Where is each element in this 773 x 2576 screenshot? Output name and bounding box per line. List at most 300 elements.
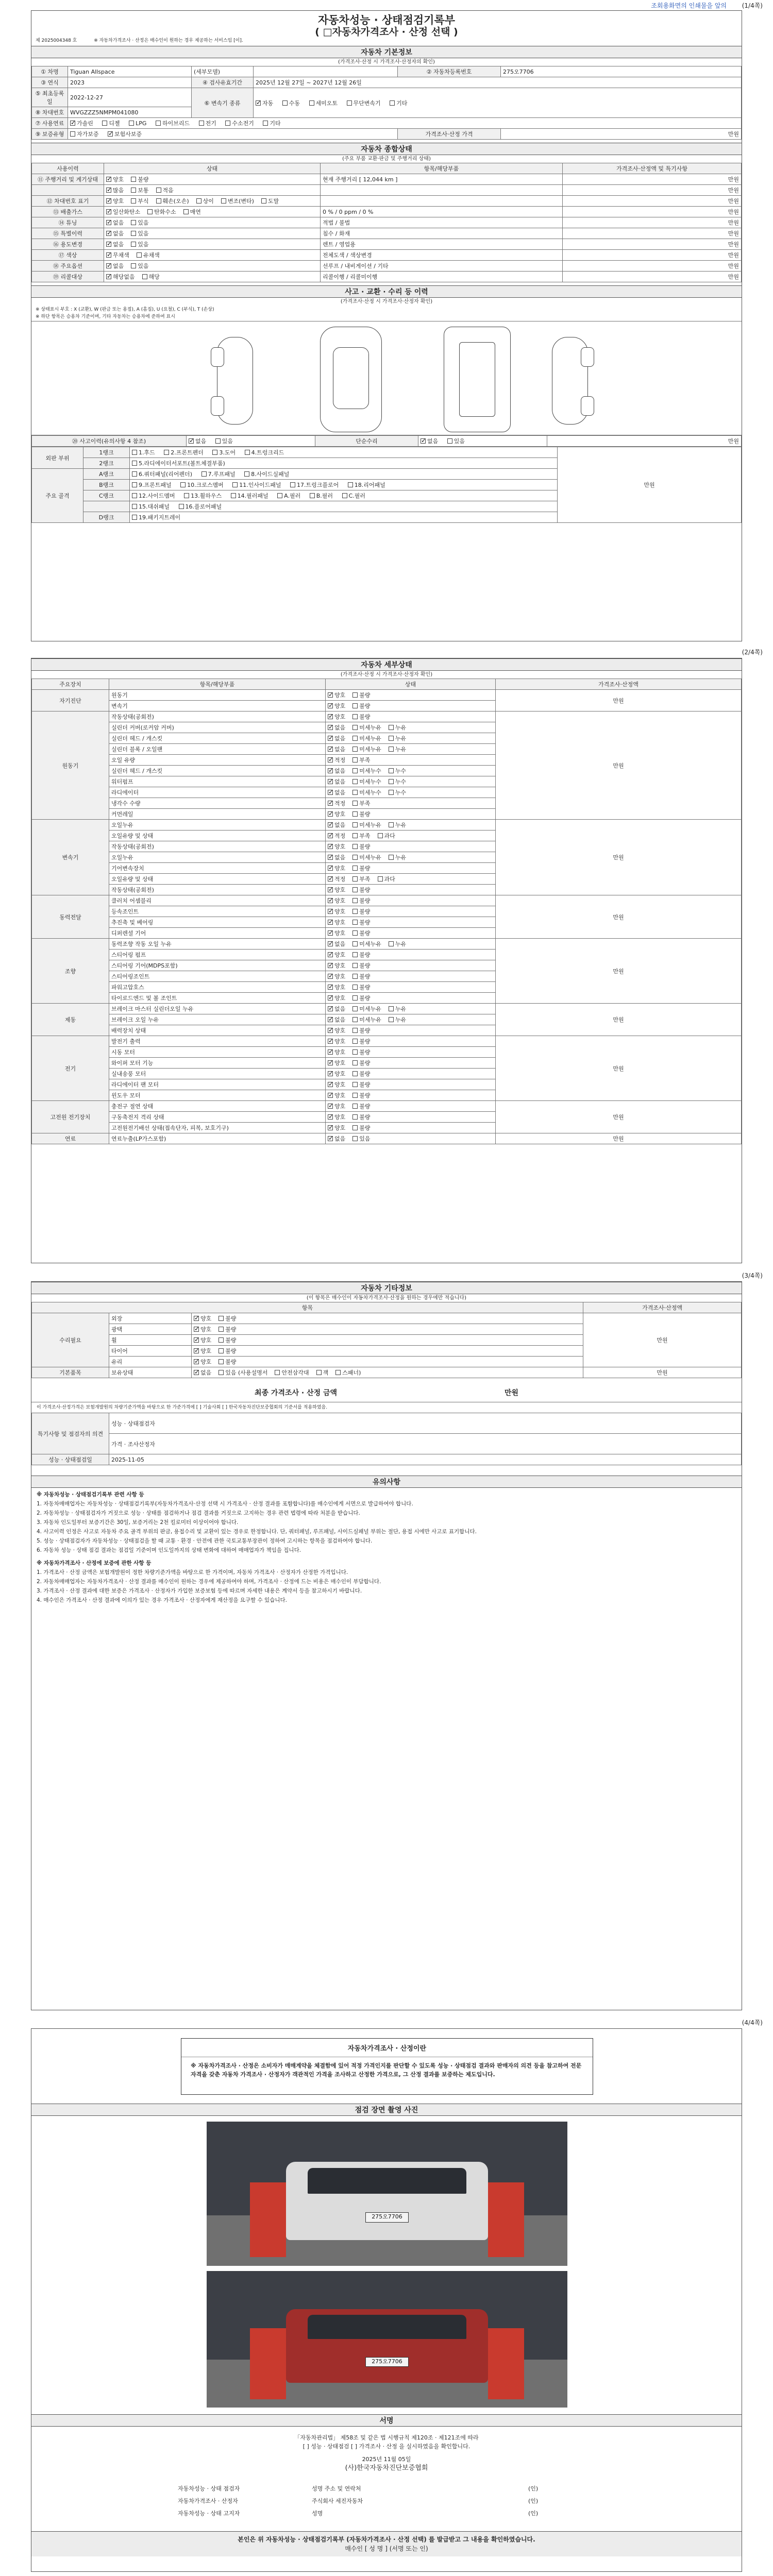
checkbox-icon	[221, 198, 226, 204]
general-row-label: ⑯ 용도변경	[32, 239, 104, 250]
general-row-note: 만원	[563, 272, 742, 282]
checkbox-icon	[352, 1060, 358, 1065]
checkbox-icon	[352, 790, 358, 795]
option-label: 불량	[359, 887, 371, 893]
detail-status	[326, 766, 496, 776]
general-row-label: ⑪ 주행거리 및 계기상태	[32, 174, 104, 185]
general-row-note: 만원	[563, 250, 742, 261]
checkbox-icon	[328, 1060, 333, 1065]
checkbox-icon	[196, 198, 201, 204]
final-title: 최종 가격조사 · 산정 금액	[255, 1389, 338, 1397]
checkbox-icon	[389, 736, 394, 741]
option-label: 불량	[225, 1359, 237, 1365]
rank-c: C랭크	[83, 490, 130, 501]
general-row-item	[321, 185, 563, 196]
detail-status	[326, 863, 496, 874]
other-group-name: 수리필요	[32, 1313, 109, 1367]
general-row-state	[104, 207, 321, 217]
detail-part: 오일누유	[109, 820, 326, 831]
general-row-note: 만원	[563, 174, 742, 185]
option-label: 불량	[359, 984, 371, 991]
option-label: 미세누유	[359, 1006, 381, 1012]
option-label: 없음	[334, 768, 346, 774]
checkbox-icon	[275, 1370, 280, 1375]
general-row-label: ⑬ 배출가스	[32, 207, 104, 217]
option-label: 불량	[359, 1114, 371, 1121]
checkbox-icon	[328, 855, 333, 860]
general-row-item: 침수 / 화재	[321, 228, 563, 239]
checkbox-icon	[328, 692, 333, 698]
option-label: 보통	[138, 187, 149, 194]
checkbox-icon	[389, 1017, 394, 1022]
option-label: 양호	[334, 1092, 346, 1099]
rank-d: D랭크	[83, 512, 130, 523]
outer-rank1-list: 1.후드 2.프론트펜더 3.도어 4.트렁크리드	[130, 447, 558, 458]
checkbox-icon	[194, 1327, 199, 1332]
page-2	[10, 647, 763, 1267]
general-row	[32, 174, 742, 185]
checkbox-icon	[421, 438, 426, 444]
sign-row-mid: 성명	[312, 2510, 323, 2517]
option-label: 양호	[334, 919, 346, 926]
checkbox-icon	[389, 822, 394, 827]
checkbox-icon	[328, 736, 333, 741]
option-label: 양호	[334, 962, 346, 969]
checkbox-icon	[328, 1104, 333, 1109]
page-number: (3/4쪽)	[742, 1272, 763, 1279]
option-label: 양호	[334, 692, 346, 699]
option-label: 불량	[359, 843, 371, 850]
general-row-state	[104, 261, 321, 272]
section-other-sub: (이 항목은 매수인이 자동차가격조사·산정을 원하는 경우에만 적습니다)	[306, 1295, 467, 1301]
option-label: 불량	[359, 1038, 371, 1045]
general-row	[32, 250, 742, 261]
checkbox-icon	[352, 1028, 358, 1033]
general-row	[32, 185, 742, 196]
option-label: 훼손(오손)	[162, 198, 189, 205]
other-price: 만원	[583, 1367, 742, 1378]
label-trans: ⑥ 변속기 종류	[192, 88, 254, 118]
section-accident: 사고 · 교환 · 수리 등 이력	[31, 285, 742, 298]
option-label: 양호	[334, 984, 346, 991]
detail-part: 오일 유량	[109, 755, 326, 766]
option-label: 없음	[113, 230, 124, 237]
other-status	[192, 1324, 583, 1335]
checkbox-icon	[352, 920, 358, 925]
option-label: 누유	[395, 735, 407, 742]
checkbox-icon	[219, 1359, 224, 1364]
detail-part: 오일유량 및 상태	[109, 831, 326, 841]
other-status	[192, 1357, 583, 1367]
checkbox-icon	[328, 985, 333, 990]
reg-number: 275오7706	[501, 66, 742, 77]
general-row-state	[104, 272, 321, 282]
final-unit: 만원	[504, 1389, 518, 1397]
checkbox-icon	[352, 985, 358, 990]
checkbox-icon	[328, 930, 333, 936]
label-year: ③ 연식	[32, 77, 68, 88]
detail-part: 실내송풍 모터	[109, 1069, 326, 1079]
notice-box	[181, 2038, 593, 2095]
detail-status	[326, 885, 496, 895]
caution-para: 5. 성능 · 상태점검자가 자동차성능 · 상태점검을 할 때 교통 · 환경 · 안전에 관한 국토교통부장관이 정하여 고시하는 항목을 점검하여야 합니다.	[37, 1538, 373, 1544]
other-part: 보유상태	[109, 1367, 192, 1378]
simple-repair-options: ✓ 없음 있음	[418, 436, 547, 447]
general-row-note: 만원	[563, 239, 742, 250]
plate-text: 275오7706	[365, 2357, 409, 2367]
option-label: 미세누유	[359, 746, 381, 753]
detail-price: 만원	[496, 939, 742, 1004]
sign-footer-2: 매수인 [ 성 명 ] (서명 또는 인)	[345, 2545, 428, 2552]
option-label: 불량	[359, 1049, 371, 1056]
option-label: 양호	[334, 930, 346, 937]
checkbox-icon	[352, 1093, 358, 1098]
option-label: 양호	[113, 198, 124, 205]
detail-part: 발전기 출력	[109, 1036, 326, 1047]
checkbox-icon	[328, 779, 333, 784]
caution-para: 4. 사고이력 인정은 사고로 자동차 주요 골격 부위의 판금, 용접수리 및 교환이 있는 경우로 한정합니다. 단, 쿼터패널, 루프패널, 사이드실패널 부위는 절단, 용접 시에만 사고로 표기합니다.	[37, 1529, 477, 1535]
checkbox-icon	[102, 121, 107, 126]
opinion-table	[31, 1413, 742, 1465]
option-label: 누유	[395, 724, 407, 731]
checkbox-icon	[335, 1370, 341, 1375]
option-label: 불량	[359, 973, 371, 980]
checkbox-icon	[328, 920, 333, 925]
notice-body: ※ 자동차가격조사 · 산정은 소비자가 매매계약을 체결함에 있어 적정 가격인지를 판단할 수 있도록 성능 · 상태점검 결과와 판매자의 의견 등을 참고하여 전문 자격을 갖춘 자동차 가격조사 · 산정자가 객관적인 가격을 조사하고 산정한 가격으로, 그 산정 결과를 보증하는 제도입니다.	[191, 2062, 582, 2078]
checkbox-icon	[219, 1348, 224, 1353]
option-label: 미세누유	[359, 735, 381, 742]
car-roof	[333, 347, 369, 409]
checkbox-icon	[352, 1114, 358, 1120]
rank-b: B랭크	[83, 480, 130, 490]
checkbox-icon	[106, 209, 111, 214]
detail-row	[32, 1004, 742, 1014]
checkbox-icon	[352, 768, 358, 773]
other-status	[192, 1367, 583, 1378]
print-link[interactable]: 조회용화면의 인쇄물을 앞의	[651, 2, 727, 9]
option-label: 양호	[334, 811, 346, 818]
checkbox-icon	[352, 714, 358, 719]
sign-title: 서명	[31, 2414, 742, 2427]
general-row-state	[104, 174, 321, 185]
section-accident-sub: (가격조사·산정 시 가격조사·산정자 확인)	[340, 299, 433, 304]
checkbox-icon	[106, 231, 111, 236]
option-label: 누수	[395, 778, 407, 785]
checkbox-icon	[389, 855, 394, 860]
detail-status	[326, 744, 496, 755]
detail-status	[326, 820, 496, 831]
checkbox-icon	[352, 1071, 358, 1076]
general-row-note: 만원	[563, 228, 742, 239]
general-row-item: 렌트 / 영업용	[321, 239, 563, 250]
sign-row-mid: 주식회사 세진자동차	[312, 2498, 363, 2504]
col-other-price: 가격조사·산정액	[583, 1302, 742, 1313]
other-part: 유리	[109, 1357, 192, 1367]
checkbox-icon	[328, 822, 333, 827]
detail-part: 작동상태(공회전)	[109, 841, 326, 852]
sign-row-label: 자동차성능 · 상태 점검자	[178, 2485, 240, 2492]
detail-status	[326, 917, 496, 928]
checkbox-icon	[328, 801, 333, 806]
checkbox-icon	[328, 963, 333, 968]
sign-row-mid: 성명 주소 및 연락처	[312, 2485, 361, 2492]
outer-title: 외판 부위	[32, 447, 83, 469]
option-label: 불량	[359, 692, 371, 699]
detail-group-name: 변속기	[32, 820, 109, 895]
checkbox-icon	[108, 131, 113, 137]
checkbox-icon	[194, 1348, 199, 1353]
checkbox-icon	[328, 1039, 333, 1044]
checkbox-icon	[328, 1125, 333, 1130]
general-row-item: 전체도색 / 색상변경	[321, 250, 563, 261]
general-row-item: 선루프 / 내비게이션 / 기타	[321, 261, 563, 272]
detail-status	[326, 787, 496, 798]
option-label: 있음	[359, 1136, 371, 1142]
option-label: 불량	[359, 714, 371, 720]
checkbox-icon	[219, 1337, 224, 1343]
option-label: 양호	[200, 1348, 212, 1354]
general-row-note: 만원	[563, 207, 742, 217]
checkbox-icon	[352, 1006, 358, 1011]
detail-status	[326, 1133, 496, 1144]
checkbox-icon	[352, 974, 358, 979]
general-row-item: 적법 / 불법	[321, 217, 563, 228]
opinion-inspector: 성능 · 상태점검자	[109, 1413, 742, 1434]
option-label: 불량	[359, 908, 371, 915]
detail-status	[326, 1058, 496, 1069]
inspection-photo-front	[207, 2122, 567, 2266]
option-label: 불량	[138, 176, 149, 183]
rank-2: 2랭크	[83, 458, 130, 469]
option-label: 양호	[334, 995, 346, 1002]
general-row-item	[321, 196, 563, 207]
option-label: 적음	[162, 187, 174, 194]
option-label: 양호	[334, 1038, 346, 1045]
caution-para: 4. 매수인은 가격조사 · 산정 결과에 이의가 있는 경우 가격조사 · 산정자에게 재산정을 요구할 수 있습니다.	[37, 1597, 287, 1603]
checkbox-icon	[352, 1082, 358, 1087]
detail-price: 만원	[496, 895, 742, 939]
checkbox-icon	[106, 220, 111, 225]
opinion-appraiser: 가격 · 조사산정자	[109, 1434, 742, 1454]
transmission-options: ✓ 자동 수동 세미오토 무단변속기 기타	[254, 88, 742, 118]
label-warranty: ⑨ 보증유형	[32, 129, 68, 140]
col-item: 항목/해당부품	[321, 163, 563, 174]
general-row	[32, 239, 742, 250]
checkbox-icon	[183, 209, 189, 214]
option-label: 양호	[334, 973, 346, 980]
detail-status	[326, 841, 496, 852]
detail-part: 배력장치 상태	[109, 1025, 326, 1036]
outer-rank2-list: 5.라디에이터서포트(볼트체결부품)	[130, 458, 558, 469]
option-label: 없음	[334, 746, 346, 753]
option-label: 불량	[359, 952, 371, 958]
option-label: 불량	[225, 1348, 237, 1354]
checkbox-icon	[389, 790, 394, 795]
option-label: 없음	[334, 822, 346, 828]
option-label: 과다	[384, 833, 395, 839]
checkbox-icon	[389, 725, 394, 730]
detail-row	[32, 820, 742, 831]
sign-row-mark: (인)	[528, 2498, 539, 2504]
sign-row-mark: (인)	[528, 2485, 539, 2492]
detail-part: 연료누출(LP가스포함)	[109, 1133, 326, 1144]
other-table	[31, 1302, 742, 1378]
detail-part: 타이로드엔드 및 볼 조인트	[109, 993, 326, 1004]
checkbox-icon	[328, 747, 333, 752]
checkbox-icon	[194, 1316, 199, 1321]
checkbox-icon	[352, 692, 358, 698]
document-subtitle: ( □자동차가격조사 · 산정 선택 )	[315, 26, 458, 38]
checkbox-icon	[194, 1359, 199, 1364]
cautions-title: 유의사항	[31, 1476, 742, 1488]
label-reg: ② 자동차등록번호	[398, 66, 501, 77]
col-history: 사용이력	[32, 163, 104, 174]
detail-status	[326, 701, 496, 711]
final-note: 이 가격조사·산정가격은 보험개발원의 차량기준가액을 바탕으로 한 가준가격에 [ ] 기술사회 [ ] 한국자동차진단보증협회의 기준서를 적용하였음.	[31, 1402, 742, 1413]
detail-part: 원동기	[109, 690, 326, 701]
option-label: 양호	[334, 714, 346, 720]
document-number: 제 2025004348 호	[36, 38, 77, 43]
notice-title: 자동차가격조사 · 산정이란	[181, 2039, 593, 2057]
section-detail: 자동차 세부상태	[31, 658, 742, 671]
checkbox-icon	[328, 1006, 333, 1011]
other-group-name: 기본품목	[32, 1367, 109, 1378]
checkbox-icon	[328, 714, 333, 719]
detail-group-name: 조향	[32, 939, 109, 1004]
detail-status	[326, 690, 496, 701]
detail-status	[326, 971, 496, 982]
detail-part: 디퍼렌셜 기어	[109, 928, 326, 939]
col-status: 상태	[326, 679, 496, 690]
option-label: 양호	[334, 887, 346, 893]
detail-price: 만원	[496, 1036, 742, 1101]
accident-options: ✓ 없음 있음	[187, 436, 315, 447]
page-4	[10, 2017, 763, 2576]
checkbox-icon	[328, 1093, 333, 1098]
option-label: 양호	[334, 865, 346, 872]
detail-part: 브레이크 마스터 실린더오일 누유	[109, 1004, 326, 1014]
option-label: 누유	[395, 822, 407, 828]
checkbox-icon	[328, 1136, 333, 1141]
checkbox-icon	[142, 274, 147, 279]
general-row-item: 현재 주행거리 [ 12,044 km ]	[321, 174, 563, 185]
option-label: 있음	[138, 219, 149, 226]
detail-part: 냉각수 수량	[109, 798, 326, 809]
option-label: 도말	[267, 198, 279, 205]
general-row	[32, 217, 742, 228]
sign-text-1: 「자동차관리법」 제58조 및 같은 법 시행규칙 제120조 · 제121조에 따라	[294, 2434, 479, 2441]
checkbox-icon	[328, 1028, 333, 1033]
page-number: (4/4쪽)	[742, 2019, 763, 2026]
option-label: 없음	[334, 854, 346, 861]
checkbox-icon	[219, 1316, 224, 1321]
page-1	[10, 0, 763, 647]
option-label: 불량	[359, 1092, 371, 1099]
checkbox-icon	[328, 768, 333, 773]
label-fuel: ⑦ 사용연료	[32, 118, 68, 129]
option-label: 미세누수	[359, 789, 381, 796]
detail-part: 충전구 절연 상태	[109, 1101, 326, 1112]
checkbox-icon	[352, 1104, 358, 1109]
option-label: 누수	[395, 789, 407, 796]
cautions-block	[31, 1488, 742, 1609]
checkbox-icon	[106, 274, 111, 279]
option-label: 불량	[359, 1081, 371, 1088]
checkbox-icon	[70, 131, 75, 137]
other-part: 휠	[109, 1335, 192, 1346]
option-label: 양호	[200, 1359, 212, 1365]
price-unit: 만원	[501, 129, 742, 140]
checkbox-icon	[328, 866, 333, 871]
option-label: 양호	[334, 843, 346, 850]
general-row	[32, 207, 742, 217]
option-label: 불량	[359, 930, 371, 937]
other-status	[192, 1335, 583, 1346]
frame-title: 주요 골격	[32, 469, 83, 523]
option-label: 없음	[334, 735, 346, 742]
detail-part: 시동 모터	[109, 1047, 326, 1058]
date-label: 성능 · 상태점검일	[32, 1454, 109, 1465]
detail-row	[32, 1133, 742, 1144]
option-label: 미세누유	[359, 822, 381, 828]
general-row	[32, 272, 742, 282]
checkbox-icon	[352, 779, 358, 784]
detail-part: 오일유량 및 상태	[109, 874, 326, 885]
detail-row	[32, 690, 742, 701]
label-vin: ⑧ 차대번호	[32, 107, 68, 118]
option-label: 부족	[359, 876, 371, 883]
detail-part: 오일누유	[109, 852, 326, 863]
detail-part: 변속기	[109, 701, 326, 711]
inspection-period: 2025년 12월 27일 ~ 2027년 12월 26일	[254, 77, 742, 88]
checkbox-icon	[225, 121, 230, 126]
checkbox-icon	[219, 1327, 224, 1332]
label-price: 가격조사·산정 가격	[398, 129, 501, 140]
sign-row-mark: (인)	[528, 2510, 539, 2517]
general-row-note: 만원	[563, 185, 742, 196]
detail-group-name: 고전원 전기장치	[32, 1101, 109, 1133]
detail-price: 만원	[496, 1133, 742, 1144]
option-label: 탄화수소	[154, 209, 176, 215]
detail-part: 스티어링 기어(MDPS포함)	[109, 960, 326, 971]
checkbox-icon	[352, 887, 358, 892]
sign-row-label: 자동차성능 · 상태 고지자	[178, 2510, 240, 2517]
accident-label: ⑳ 사고이력(유의사항 4 참조)	[32, 436, 187, 447]
checkbox-icon	[447, 438, 452, 444]
option-label: 양호	[334, 908, 346, 915]
checkbox-icon	[328, 725, 333, 730]
detail-part: 실린더 헤드 / 개스킷	[109, 733, 326, 744]
option-label: 없음	[334, 724, 346, 731]
legend: ※ 상태표시 부호 : X (교환), W (판금 또는 용접), A (흠집), U (요철), C (부식), T (손상)	[36, 307, 214, 312]
page-3	[10, 1270, 763, 2014]
document-title: 자동차성능 · 상태점검기록부	[317, 14, 456, 26]
caution-para: 1. 가격조사 · 산정 금액은 보험개발원이 정한 차량기준가액을 바탕으로 한 가격이며, 자동차 가격조사 · 산정자가 산정한 가격입니다.	[37, 1569, 348, 1575]
checkbox-icon	[106, 242, 111, 247]
checkbox-icon	[106, 198, 111, 204]
option-label: 적정	[334, 833, 346, 839]
frame-c-list: 12.사이드멤버 13.휠하우스 14.필러패널 A.필러 B.필러 C.필러	[130, 490, 558, 501]
checkbox-icon	[352, 725, 358, 730]
checkbox-icon	[352, 703, 358, 708]
general-row-label: ⑮ 특별이력	[32, 228, 104, 239]
checkbox-icon	[328, 974, 333, 979]
detail-status	[326, 1112, 496, 1123]
option-label: 없음	[334, 1006, 346, 1012]
checkbox-icon	[309, 100, 314, 106]
general-row-label	[32, 185, 104, 196]
detail-table	[31, 679, 742, 1144]
